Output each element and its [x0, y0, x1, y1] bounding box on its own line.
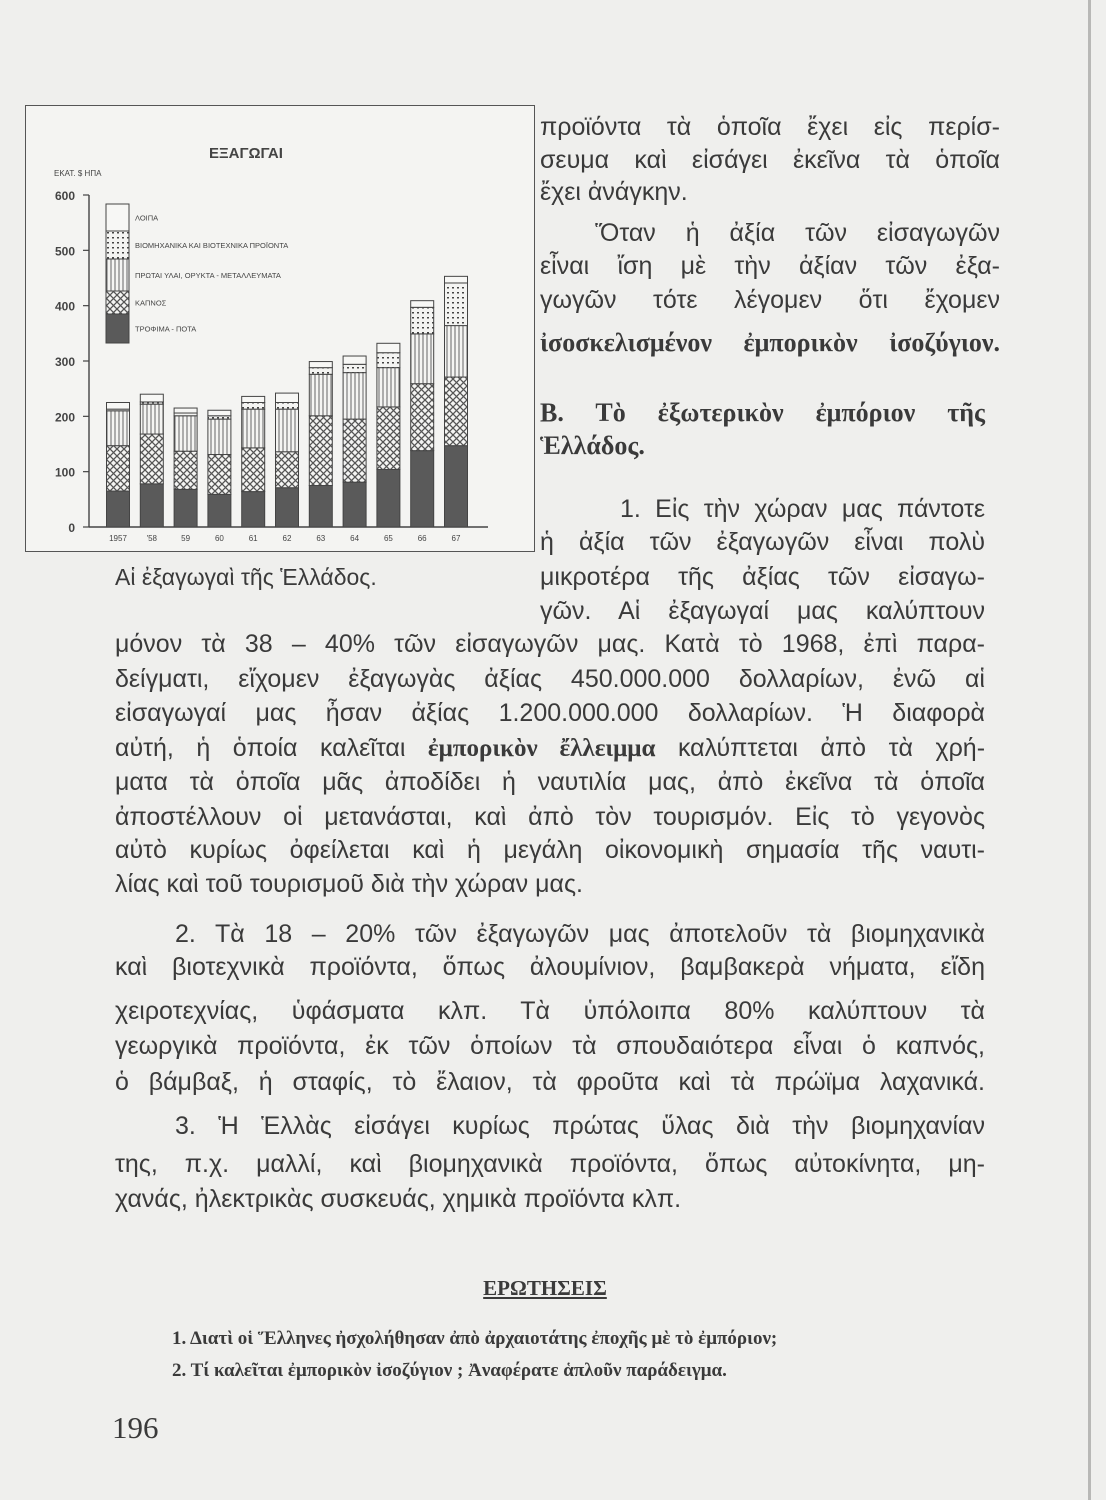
x-tick-label: 62 [282, 534, 292, 543]
bar-segment-crosshatch [411, 384, 434, 451]
bar-segment-blank [276, 393, 299, 402]
legend-label: ΛΟΙΠΑ [135, 213, 159, 223]
legend-swatch-blank [106, 204, 129, 231]
y-tick-label: 500 [54, 244, 75, 259]
page-number: 196 [112, 1410, 159, 1445]
bar-segment-solid [343, 482, 366, 527]
bar-segment-dots [343, 364, 366, 372]
x-tick-label: 65 [383, 534, 393, 543]
x-tick-label: 60 [214, 534, 224, 543]
legend-label: ΤΡΟΦΙΜΑ - ΠΟΤΑ [135, 324, 197, 334]
bold-term: ἐμπορικὸν ἔλλειμμα [427, 735, 656, 762]
questions-heading: ΕΡΩΤΗΣΕΙΣ [483, 1276, 607, 1300]
bar-segment-vertical [343, 373, 366, 419]
bar-segment-blank [377, 343, 400, 352]
bar-segment-blank [208, 410, 231, 416]
y-axis-label: ΕΚΑΤ. $ ΗΠΑ [54, 169, 102, 178]
y-tick-label: 100 [54, 465, 75, 480]
y-tick-label: 300 [54, 355, 75, 369]
bar-segment-blank [174, 408, 197, 413]
x-tick-label: 59 [181, 534, 191, 543]
bar-segment-crosshatch [343, 419, 366, 482]
y-tick-label: 400 [54, 299, 75, 314]
x-tick-label: '58 [146, 534, 158, 543]
x-tick-label: 67 [451, 534, 461, 543]
bar-segment-blank [411, 301, 434, 308]
question-2: 2. Τί καλεῖται ἐμπορικὸν ἰσοζύγιον ; Ἀναφέρατε ἁπλοῦν παράδειγμα. [172, 1360, 727, 1381]
bar-segment-crosshatch [208, 455, 231, 495]
bar-segment-vertical [276, 409, 299, 452]
bar-segment-vertical [174, 416, 197, 451]
x-tick-label: 1957 [109, 534, 127, 543]
text-line: σευμα καὶ εἰσάγει ἐκεῖνα τὰ ὁποῖα [540, 146, 1000, 174]
chart-title: ΕΞΑΓΩΓΑΙ [209, 145, 283, 162]
x-tick-label: 66 [417, 534, 427, 543]
bar-segment-vertical [309, 374, 332, 416]
text-line: εἰσαγωγαί μας ἦσαν ἀξίας 1.200.000.000 δολλαρίων. Ἡ διαφορὰ [115, 699, 985, 727]
legend-label: ΠΡΩΤΑΙ ΥΛΑΙ, ΟΡΥΚΤΑ - ΜΕΤΑΛΛΕΥΜΑΤΑ [135, 271, 281, 280]
bar-segment-solid [377, 469, 400, 527]
section-heading: Ἑλλάδος. [540, 431, 645, 460]
text-line: χανάς, ἠλεκτρικὰς συσκευάς, χημικὰ προϊόντα κλπ. [115, 1185, 682, 1213]
bar-segment-blank [107, 403, 130, 410]
text-line: ὁ βάμβαξ, ἡ σταφίς, τὸ ἔλαιον, τὰ φροῦτα καὶ τὰ πρώϊμα λαχανικά. [115, 1068, 985, 1096]
section-heading: Β. Τὸ ἐξωτερικὸν ἐμπόριον τῆς [540, 398, 985, 427]
text-line: προϊόντα τὰ ὁποῖα ἔχει εἰς περίσ- [540, 113, 1000, 141]
page-edge-shadow [1088, 0, 1091, 1500]
bar-segment-crosshatch [242, 448, 265, 492]
bar-segment-dots [309, 368, 332, 375]
legend-swatch-vertical [106, 259, 129, 291]
bar-segment-blank [309, 362, 332, 368]
text-line: μόνον τὰ 38 – 40% τῶν εἰσαγωγῶν μας. Κατὰ τὸ 1968, ἐπὶ παρα- [115, 630, 985, 658]
bar-segment-solid [208, 494, 231, 527]
text-line: ματα τὰ ὁποῖα μᾶς ἀποδίδει ἡ ναυτιλία μας, ἀπὸ ἐκεῖνα τὰ ὁποῖα [115, 768, 985, 796]
text-line: 1. Εἰς τὴν χώραν μας πάντοτε [620, 495, 985, 523]
bar-segment-blank [242, 396, 265, 402]
legend-label: ΒΙΟΜΗΧΑΝΙΚΑ ΚΑΙ ΒΙΟΤΕΧΝΙΚΑ ΠΡΟΪΟΝΤΑ [135, 241, 289, 250]
legend-swatch-dots [106, 231, 129, 259]
text-line: 2. Τὰ 18 – 20% τῶν ἐξαγωγῶν μας ἀποτελοῦν τὰ βιομηχανικὰ [175, 920, 985, 948]
text-line: ἡ ἀξία τῶν ἐξαγωγῶν εἶναι πολὺ [540, 528, 985, 556]
legend-swatch-solid [106, 314, 129, 343]
text-line: γεωργικὰ προϊόντα, ἐκ τῶν ὁποίων τὰ σπουδαιότερα εἶναι ὁ καπνός, [115, 1032, 985, 1060]
y-tick-label: 600 [54, 189, 75, 203]
text-line: αὐτὸ κυρίως ὀφείλεται καὶ ἡ μεγάλη οἰκονομικὴ σημασία τῆς ναυτι- [115, 836, 985, 864]
bar-segment-vertical [208, 419, 231, 454]
bar-segment-crosshatch [309, 416, 332, 486]
bar-segment-dots [445, 283, 468, 326]
bar-segment-blank [343, 356, 366, 364]
exports-chart [25, 105, 535, 552]
bar-segment-solid [242, 492, 265, 527]
bar-segment-solid [174, 489, 197, 527]
bar-segment-dots [242, 403, 265, 410]
y-tick-label: 200 [54, 410, 75, 425]
bar-segment-crosshatch [140, 434, 163, 484]
text-line: Ὅταν ἡ ἀξία τῶν εἰσαγωγῶν [595, 219, 1000, 247]
text-line: ἀποστέλλουν οἱ μετανάσται, καὶ ἀπὸ τὸν τουρισμόν. Εἰς τὸ γεγονὸς [115, 803, 985, 831]
text-line: της, π.χ. μαλλί, καὶ βιομηχανικὰ προϊόντα, ὅπως αὐτοκίνητα, μη- [115, 1150, 985, 1178]
bar-segment-vertical [140, 404, 163, 434]
bar-segment-vertical [377, 368, 400, 407]
text-line: δείγματι, εἴχομεν ἐξαγωγὰς ἀξίας 450.000.000 δολλαρίων, ἐνῶ αἱ [115, 665, 985, 693]
text-line: γῶν. Αἱ ἐξαγωγαί μας καλύπτουν [540, 597, 985, 625]
bold-term-line: ἰσοσκελισμένον ἐμπορικὸν ἰσοζύγιον. [540, 328, 1000, 357]
bar-segment-crosshatch [276, 452, 299, 488]
y-tick-label: 0 [68, 521, 75, 535]
bar-segment-vertical [242, 409, 265, 448]
text-line: λίας καὶ τοῦ τουρισμοῦ διὰ τὴν χώραν μας. [115, 870, 583, 898]
bar-segment-solid [276, 488, 299, 527]
text-line: γωγῶν τότε λέγομεν ὅτι ἔχομεν [540, 286, 1000, 314]
x-tick-label: 61 [248, 534, 258, 543]
text-line: καὶ βιοτεχνικὰ προϊόντα, ὅπως ἀλουμίνιον, βαμβακερὰ νήματα, εἴδη [115, 953, 985, 981]
text-span: αὐτή, ἡ ὁποία καλεῖται [115, 734, 428, 762]
legend-swatch-crosshatch [106, 291, 129, 314]
bar-segment-solid [140, 484, 163, 527]
bar-segment-vertical [107, 411, 130, 446]
bar-segment-dots [411, 307, 434, 334]
legend-label: ΚΑΠΝΟΣ [135, 298, 167, 308]
bar-segment-solid [309, 486, 332, 528]
text-line: ἔχει ἀνάγκην. [540, 178, 688, 206]
question-1: 1. Διατὶ οἱ Ἕλληνες ἠσχολήθησαν ἀπὸ ἀρχαιοτάτης ἐποχῆς μὲ τὸ ἐμπόριον; [172, 1328, 778, 1349]
bar-segment-crosshatch [445, 377, 468, 446]
text-line: 3. Ἡ Ἑλλὰς εἰσάγει κυρίως πρώτας ὕλας διὰ τὴν βιομηχανίαν [175, 1112, 985, 1140]
bar-segment-crosshatch [107, 446, 130, 491]
text-line: χειροτεχνίας, ὑφάσματα κλπ. Τὰ ὑπόλοιπα 80% καλύπτουν τὰ [115, 997, 985, 1025]
bar-segment-vertical [411, 334, 434, 384]
bar-segment-solid [411, 451, 434, 527]
figure-caption: Αἱ ἐξαγωγαὶ τῆς Ἑλλάδος. [115, 564, 377, 590]
bar-segment-crosshatch [174, 451, 197, 489]
bar-segment-vertical [445, 326, 468, 377]
x-tick-label: 64 [350, 534, 360, 543]
bar-segment-dots [377, 353, 400, 368]
bar-segment-solid [445, 446, 468, 527]
bar-segment-crosshatch [377, 407, 400, 470]
bar-segment-blank [140, 394, 163, 402]
bar-segment-dots [276, 403, 299, 410]
text-line [115, 733, 985, 764]
exports-chart-svg [26, 106, 536, 553]
bar-segment-solid [107, 491, 130, 527]
bar-segment-blank [445, 276, 468, 283]
text-span: καλύπτεται ἀπὸ τὰ χρή- [655, 734, 986, 762]
x-tick-label: 63 [316, 534, 326, 543]
text-line: μικροτέρα τῆς ἀξίας τῶν εἰσαγω- [540, 563, 985, 591]
text-line: εἶναι ἴση μὲ τὴν ἀξίαν τῶν ἐξα- [540, 252, 1000, 280]
